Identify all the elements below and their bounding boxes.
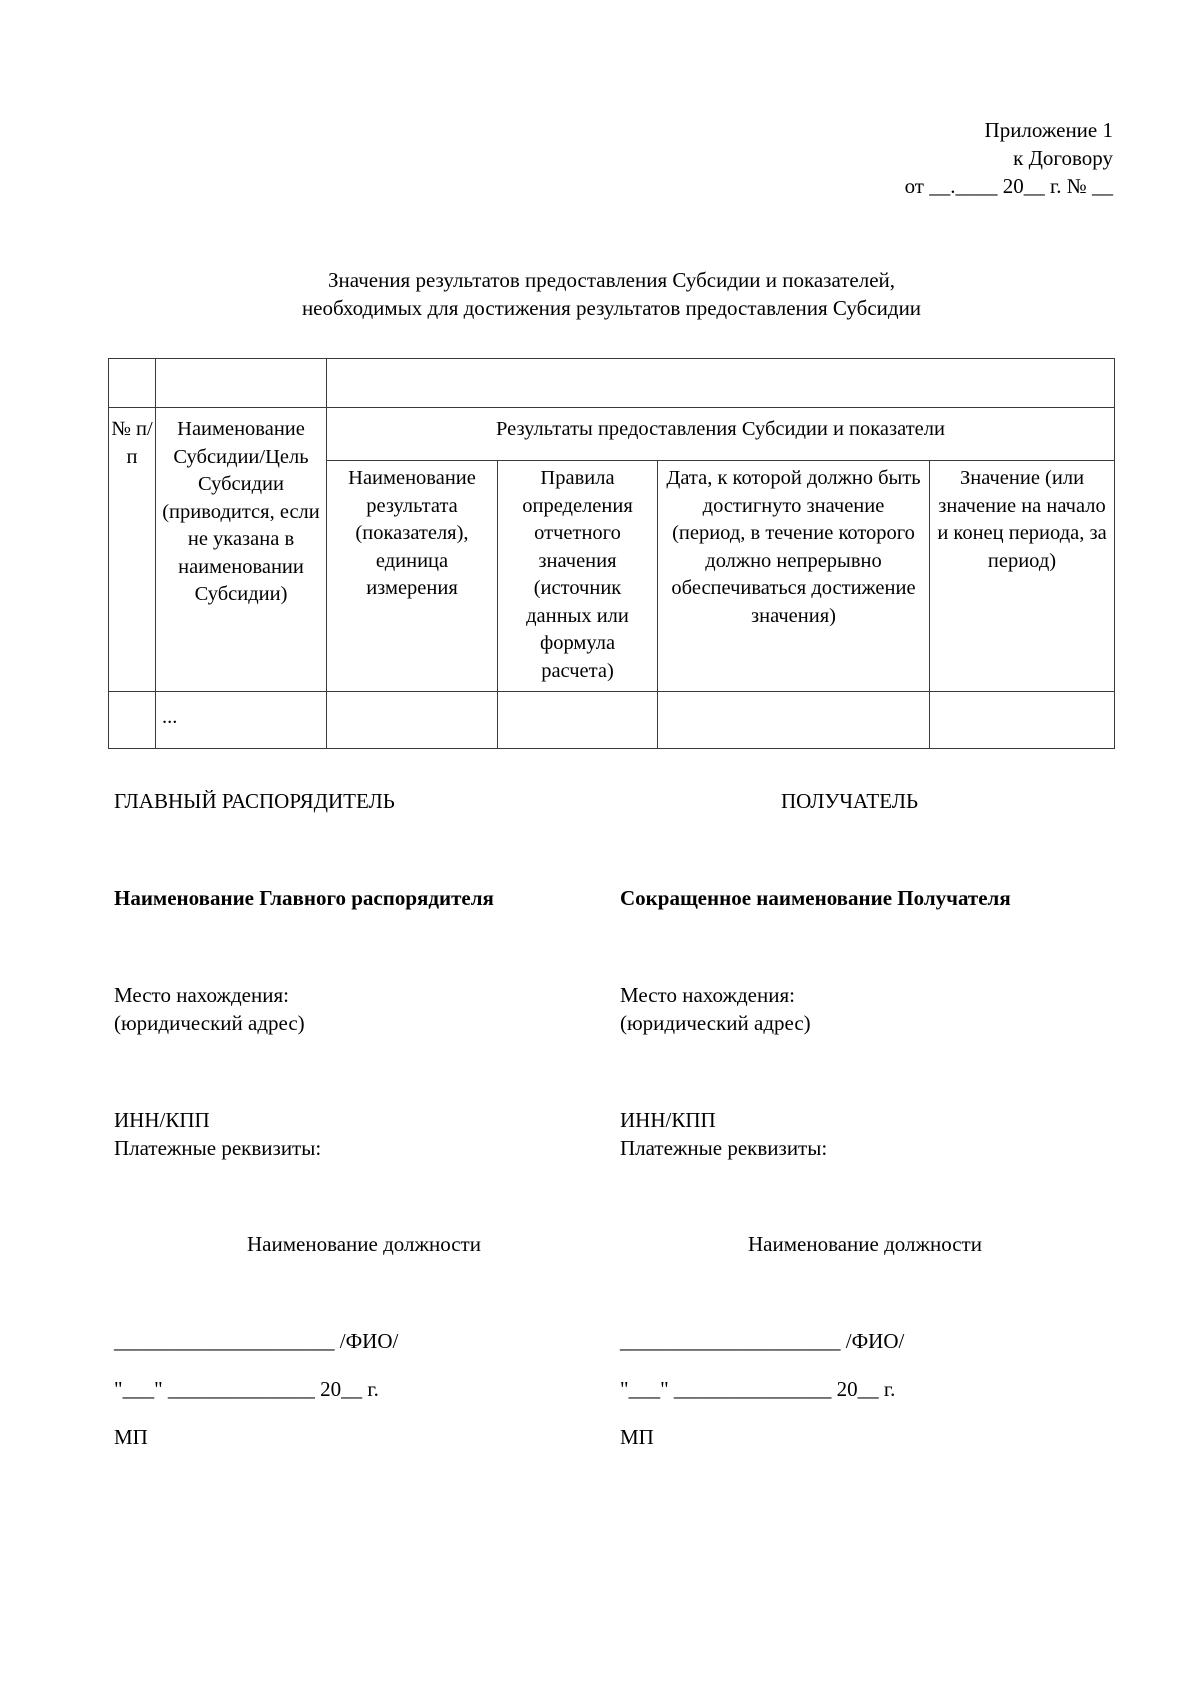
table-header-row [109, 408, 1115, 461]
left-position: Наименование должности [247, 1232, 481, 1256]
right-date-line: "___" _______________ 20__ г. [620, 1377, 896, 1401]
left-party-heading: ГЛАВНЫЙ РАСПОРЯДИТЕЛЬ [114, 789, 395, 813]
column-header-number: № п/п [109, 408, 156, 692]
right-party-name: Сокращенное наименование Получателя [620, 886, 1011, 910]
left-address-label: Место нахождения: [114, 983, 289, 1007]
column-header-date: Дата, к которой должно быть достигнуто значение (период, в течение которого должно непрерывно обеспечиваться достижение значения) [658, 461, 930, 692]
column-header-result-name: Наименование результата (показателя), единица измерения [327, 461, 498, 692]
left-date-line: "___" ______________ 20__ г. [114, 1377, 379, 1401]
title-line-1: Значения результатов предоставления Субсидии и показателей, [327, 268, 896, 292]
column-header-value: Значение (или значение на начало и конец периода, за период) [930, 461, 1115, 692]
annex-header [905, 116, 1113, 200]
right-stamp: МП [620, 1425, 654, 1449]
column-header-subsidy-name: Наименование Субсидии/Цель Субсидии (приводится, если не указана в наименовании Субсидии) [156, 408, 327, 692]
table-row [109, 692, 1115, 749]
left-party-name: Наименование Главного распорядителя [114, 886, 494, 910]
table-cell [327, 692, 498, 749]
left-stamp: МП [114, 1425, 148, 1449]
table-cell-empty [327, 359, 1115, 408]
document-title [110, 266, 1113, 322]
results-table [108, 358, 1115, 749]
title-line-2: необходимых для достижения результатов предоставления Субсидии [301, 296, 922, 320]
table-cell-placeholder: ... [156, 692, 327, 749]
right-signature-line: _____________________ /ФИО/ [620, 1329, 905, 1353]
right-party-heading: ПОЛУЧАТЕЛЬ [781, 789, 919, 813]
right-address-note: (юридический адрес) [620, 1011, 811, 1035]
table-cell [658, 692, 930, 749]
group-header-results: Результаты предоставления Субсидии и показатели [327, 408, 1115, 461]
right-position: Наименование должности [748, 1232, 982, 1256]
left-signature-line: _____________________ /ФИО/ [114, 1329, 399, 1353]
left-address-note: (юридический адрес) [114, 1011, 305, 1035]
table-cell-empty [156, 359, 327, 408]
annex-line-3: от __.____ 20__ г. № __ [904, 174, 1113, 198]
right-address-label: Место нахождения: [620, 983, 795, 1007]
table-top-row [109, 359, 1115, 408]
annex-line-1: Приложение 1 [984, 118, 1113, 142]
table-cell [930, 692, 1115, 749]
column-header-rules: Правила определения отчетного значения (источник данных или формула расчета) [498, 461, 658, 692]
left-payment: Платежные реквизиты: [114, 1136, 322, 1160]
left-inn: ИНН/КПП [114, 1108, 210, 1132]
table-cell-empty [109, 359, 156, 408]
table-cell [498, 692, 658, 749]
right-payment: Платежные реквизиты: [620, 1136, 828, 1160]
annex-line-2: к Договору [1013, 146, 1113, 170]
right-inn: ИНН/КПП [620, 1108, 716, 1132]
table-cell [109, 692, 156, 749]
